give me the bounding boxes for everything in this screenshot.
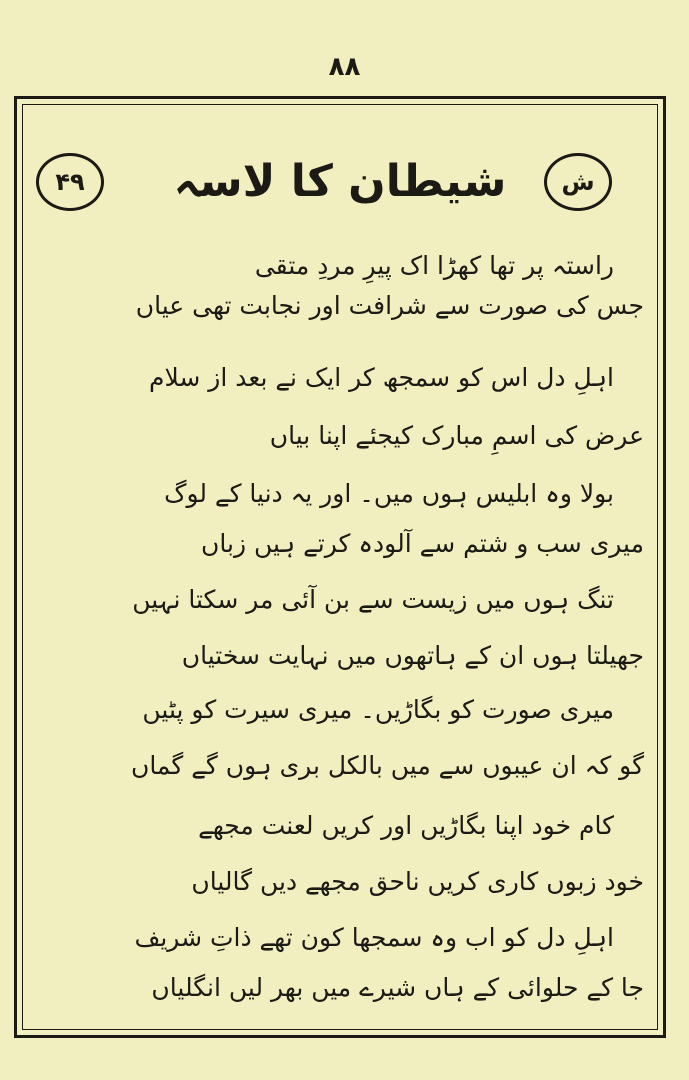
poem-number: ۴۹ [55, 168, 85, 196]
verse-line: عرض کی اسمِ مبارک کیجئے اپنا بیاں [269, 421, 644, 450]
verse-line: جا کے حلوائی کے ہاں شیرے میں بھر لیں انگلیاں [151, 973, 644, 1002]
verse-line: خود زبوں کاری کریں ناحق مجھے دیں گالیاں [191, 867, 644, 896]
verse-line: میری صورت کو بگاڑیں۔ میری سیرت کو پٹیں [142, 695, 614, 724]
verse-line: گو کہ ان عیبوں سے میں بالکل بری ہوں گے گماں [130, 751, 644, 780]
verse-line: اہلِ دل اس کو سمجھ کر ایک نے بعد از سلام [149, 363, 614, 392]
verse-line: اہلِ دل کو اب وہ سمجھا کون تھے ذاتِ شریف [134, 923, 614, 952]
verse-line: کام خود اپنا بگاڑیں اور کریں لعنت مجھے [198, 811, 614, 840]
poem-number-badge [36, 153, 104, 211]
verse-line: جس کی صورت سے شرافت اور نجابت تھی عیاں [135, 291, 644, 320]
page-number: ۸۸ [328, 52, 361, 82]
verse-line: جھیلتا ہوں ان کے ہاتھوں میں نہایت سختیاں [181, 641, 644, 670]
poem-title: شیطان کا لاسہ [173, 156, 507, 207]
poem-letter: ش [561, 168, 595, 196]
letter-badge [544, 153, 612, 211]
verse-line: بولا وہ ابلیس ہوں میں۔ اور یہ دنیا کے لوگ [164, 479, 614, 508]
verse-line: تنگ ہوں میں زیست سے بن آئی مر سکتا نہیں [132, 585, 614, 614]
verse-line: راستہ پر تھا کھڑا اک پیرِ مردِ متقی [254, 251, 614, 280]
verse-line: میری سب و شتم سے آلودہ کرتے ہیں زباں [201, 529, 644, 558]
